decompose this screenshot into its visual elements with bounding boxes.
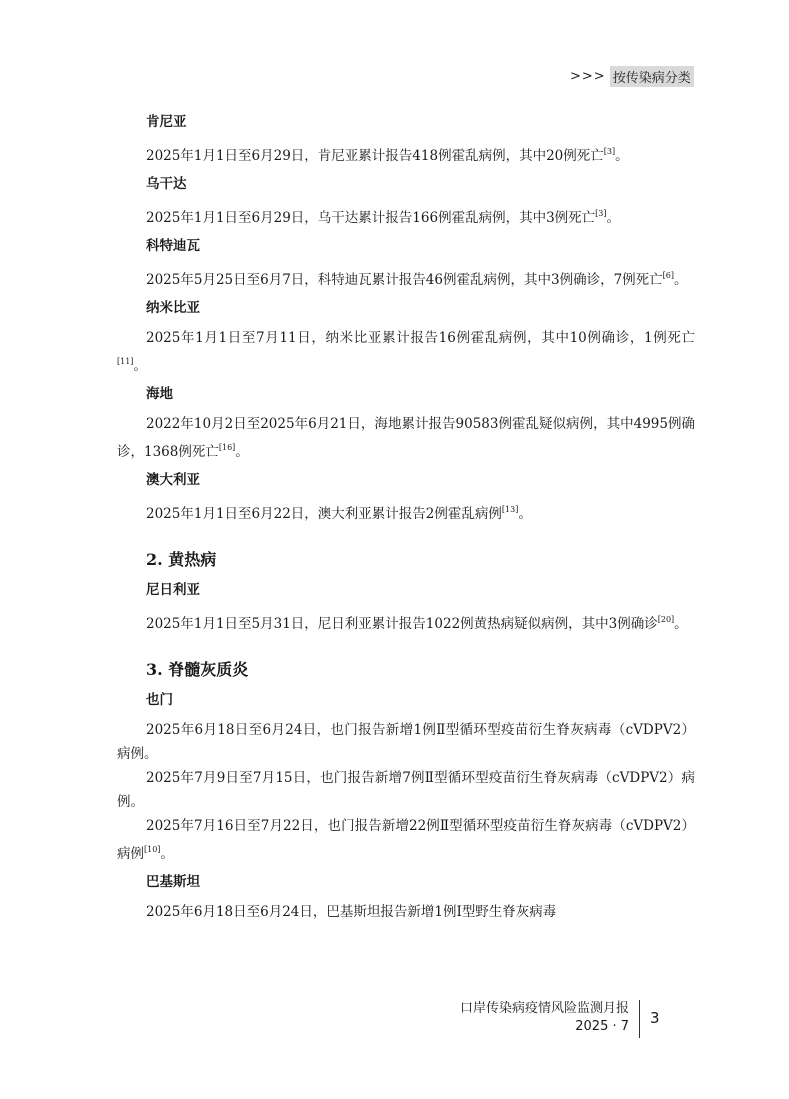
paragraph-uganda: 2025年1月1日至6月29日，乌干达累计报告166例霍乱病例，其中3例死亡[3]。: [146, 209, 621, 226]
paragraph-namibia: 2025年1月1日至7月11日，纳米比亚累计报告16例霍乱病例，其中10例确诊，1例死亡[11]。: [117, 330, 695, 374]
paragraph-nigeria: 2025年1月1日至5月31日，尼日利亚累计报告1022例黄热病疑似病例，其中3例确诊[20]。: [146, 615, 688, 632]
country-namibia: 纳米比亚: [146, 300, 200, 316]
running-header: [570, 66, 694, 87]
country-australia: 澳大利亚: [146, 472, 200, 488]
section-title-polio: 3. 脊髓灰质炎: [146, 660, 249, 679]
citation: [11]: [117, 357, 134, 366]
country-nigeria: 尼日利亚: [146, 582, 200, 598]
paragraph-cote-divoire: 2025年5月25日至6月7日，科特迪瓦累计报告46例霍乱病例，其中3例确诊，7例死亡[6]。: [146, 271, 688, 288]
country-cote-divoire: 科特迪瓦: [146, 238, 200, 254]
footer-title: 口岸传染病疫情风险监测月报: [460, 1001, 630, 1016]
country-pakistan: 巴基斯坦: [146, 874, 200, 890]
footer-date: 2025 · 7: [575, 1019, 630, 1034]
paragraph-yemen-1: 2025年6月18日至6月24日，也门报告新增1例Ⅱ型循环型疫苗衍生脊灰病毒（cVDPV2）病例。: [117, 722, 695, 762]
header-category: 按传染病分类: [610, 66, 694, 87]
paragraph-kenya: 2025年1月1日至6月29日，肯尼亚累计报告418例霍乱病例，其中20例死亡[3]。: [146, 147, 629, 164]
header-arrows: >>>: [570, 69, 606, 84]
country-yemen: 也门: [146, 692, 173, 708]
footer-divider: [639, 1000, 640, 1038]
citation: [3]: [595, 209, 607, 218]
citation: [16]: [218, 443, 236, 452]
paragraph-haiti: 2022年10月2日至2025年6月21日，海地累计报告90583例霍乱疑似病例，其中4995例确诊，1368例死亡[16]。: [117, 416, 695, 460]
citation: [13]: [501, 505, 519, 514]
page-content: [117, 114, 695, 932]
citation: [10]: [144, 845, 161, 854]
citation: [20]: [657, 615, 675, 624]
paragraph-pakistan: 2025年6月18日至6月24日，巴基斯坦报告新增1例Ⅰ型野生脊灰病毒: [146, 904, 557, 920]
country-kenya: 肯尼亚: [146, 114, 187, 130]
country-haiti: 海地: [146, 386, 173, 402]
paragraph-australia: 2025年1月1日至6月22日，澳大利亚累计报告2例霍乱病例[13]。: [146, 505, 532, 522]
section-title-yellow-fever: 2. 黄热病: [146, 550, 217, 569]
page-footer: [460, 1000, 660, 1038]
paragraph-yemen-3: 2025年7月16日至7月22日，也门报告新增22例Ⅱ型循环型疫苗衍生脊灰病毒（cVDPV2）病例[10]。: [117, 818, 695, 862]
citation: [3]: [603, 147, 616, 156]
paragraph-yemen-2: 2025年7月9日至7月15日，也门报告新增7例Ⅱ型循环型疫苗衍生脊灰病毒（cVDPV2）病例。: [117, 770, 695, 810]
page-number: 3: [650, 1009, 660, 1027]
citation: [6]: [662, 271, 675, 280]
footer-texts: [460, 1000, 629, 1036]
country-uganda: 乌干达: [146, 176, 187, 192]
